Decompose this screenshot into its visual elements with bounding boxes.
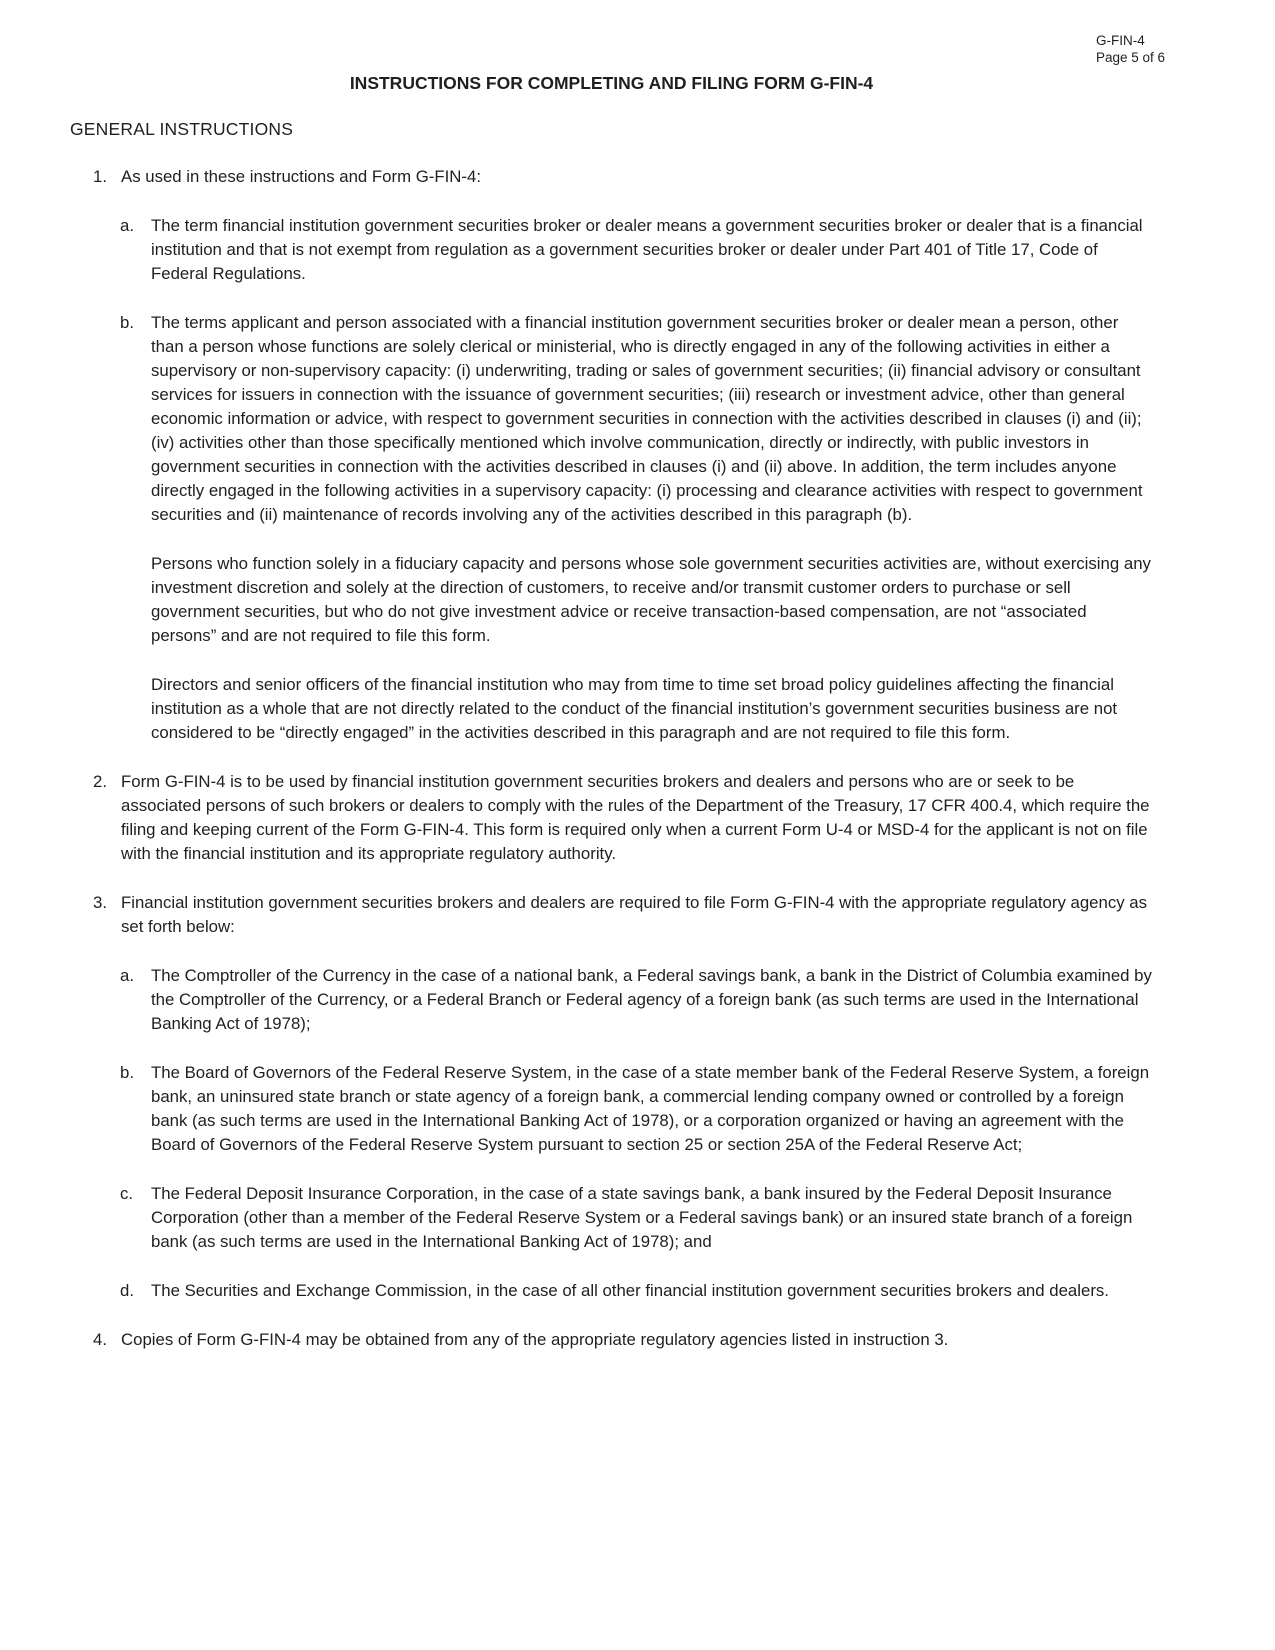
instruction-3b xyxy=(70,1061,1153,1157)
instruction-3d-letter: d. xyxy=(120,1281,134,1300)
instruction-3c-letter: c. xyxy=(120,1184,134,1203)
instruction-1a-paragraph: The term financial institution government securities broker or dealer means a government securities broker or dealer that is a financial institution and that is not exempt from regulation as a government securities broker or dealer under Part 401 of Title 17, Code of Federal Regulations. xyxy=(151,216,1143,283)
instruction-3a-letter: a. xyxy=(120,966,134,985)
instruction-1b-paragraph-2: Persons who function solely in a fiduciary capacity and persons whose sole government securities activities are, without exercising any investment discretion and solely at the direction of customers, to receive and/or transmit customer orders to purchase or sell government securities, but who do not give investment advice or receive transaction-based compensation, are not “associated persons” and are not required to file this form. xyxy=(151,554,1151,645)
instruction-3d xyxy=(70,1279,1153,1303)
instruction-2-text: Form G-FIN-4 is to be used by financial institution government securities brokers and dealers and persons who are or seek to be associated persons of such brokers or dealers to comply with the rules of the Department of the Treasury, 17 CFR 400.4, which require the filing and keeping current of the Form G-FIN-4. This form is required only when a current Form U-4 or MSD-4 for the applicant is not on file with the financial institution and its appropriate regulatory authority. xyxy=(121,772,1150,863)
instruction-1b-letter: b. xyxy=(120,313,134,332)
instruction-3-text: Financial institution government securities brokers and dealers are required to file Form G-FIN-4 with the appropriate regulatory agency as set forth below: xyxy=(121,893,1148,936)
instruction-1b xyxy=(70,311,1153,745)
instruction-1a-letter: a. xyxy=(120,216,134,235)
instruction-1b-paragraph-3: Directors and senior officers of the financial institution who may from time to time set broad policy guidelines affecting the financial institution as a whole that are not directly related to the conduct of the financial institution’s government securities business are not considered to be “directly engaged” in the activities described in this paragraph and are not required to file this form. xyxy=(151,675,1118,742)
instruction-1b-paragraph-1: The terms applicant and person associated with a financial institution government securities broker or dealer mean a person, other than a person whose functions are solely clerical or ministerial, who is directly engaged in any of the following activities in either a supervisory or non-supervisory capacity: (i) underwriting, trading or sales of government securities; (ii) financial advisory or consultant services for issuers in connection with the issuance of government securities; (iii) research or investment advice, other than general economic information or advice, with respect to government securities in connection with the activities described in clauses (i) and (ii); (iv) activities other than those specifically mentioned which involve communication, directly or indirectly, with public investors in government securities in connection with the activities described in clauses (i) and (ii) above. In addition, the term includes anyone directly engaged in the following activities in a supervisory capacity: (i) processing and clearance activities with respect to government securities and (ii) maintenance of records involving any of the activities described in this paragraph (b). xyxy=(151,313,1143,524)
instruction-4-text: Copies of Form G-FIN-4 may be obtained from any of the appropriate regulatory agencies listed in instruction 3. xyxy=(121,1330,949,1349)
page-header xyxy=(1096,32,1165,66)
instruction-3d-paragraph: The Securities and Exchange Commission, in the case of all other financial institution government securities brokers and dealers. xyxy=(151,1281,1109,1300)
instruction-3c-paragraph: The Federal Deposit Insurance Corporation, in the case of a state savings bank, a bank insured by the Federal Deposit Insurance Corporation (other than a member of the Federal Reserve System or a Federal savings bank) or an insured state branch of a foreign bank (as such terms are used in the International Banking Act of 1978); and xyxy=(151,1184,1133,1251)
instruction-2-number: 2. xyxy=(93,772,107,791)
instruction-3a-paragraph: The Comptroller of the Currency in the case of a national bank, a Federal savings bank, a bank in the District of Columbia examined by the Comptroller of the Currency, or a Federal Branch or Federal agency of a foreign bank (as such terms are used in the International Banking Act of 1978); xyxy=(151,966,1152,1033)
instruction-3a xyxy=(70,964,1153,1036)
instruction-2 xyxy=(70,770,1153,866)
instruction-4 xyxy=(70,1328,1153,1352)
instruction-3b-letter: b. xyxy=(120,1063,134,1082)
instruction-4-number: 4. xyxy=(93,1330,107,1349)
form-id: G-FIN-4 xyxy=(1096,33,1145,48)
document-title: INSTRUCTIONS FOR COMPLETING AND FILING FORM G-FIN-4 xyxy=(349,73,874,93)
instruction-3 xyxy=(70,891,1153,939)
instruction-3c xyxy=(70,1182,1153,1254)
section-heading: GENERAL INSTRUCTIONS xyxy=(70,119,294,139)
instruction-1-text: As used in these instructions and Form G-FIN-4: xyxy=(121,167,482,186)
page-number: Page 5 of 6 xyxy=(1096,50,1166,65)
instruction-3-number: 3. xyxy=(93,893,107,912)
instruction-1 xyxy=(70,165,1153,189)
instruction-1-number: 1. xyxy=(93,167,107,186)
instruction-3b-paragraph: The Board of Governors of the Federal Reserve System, in the case of a state member bank of the Federal Reserve System, a foreign bank, an uninsured state branch or state agency of a foreign bank, a commercial lending company owned or controlled by a foreign bank (as such terms are used in the International Banking Act of 1978), or a corporation organized or having an agreement with the Board of Governors of the Federal Reserve System pursuant to section 25 or section 25A of the Federal Reserve Act; xyxy=(151,1063,1150,1154)
instruction-1a xyxy=(70,214,1153,286)
